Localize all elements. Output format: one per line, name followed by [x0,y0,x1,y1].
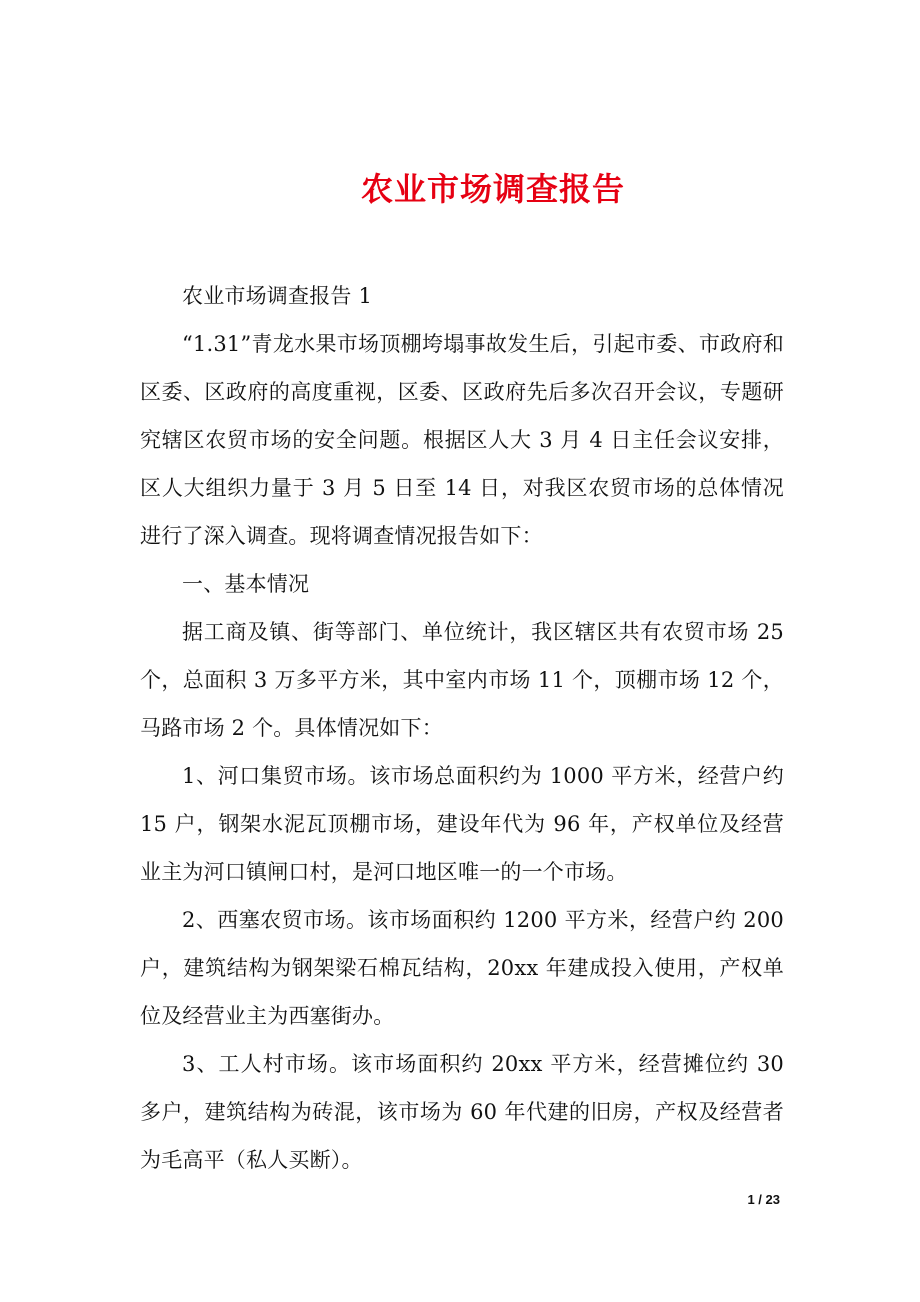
intro-paragraph: “1.31”青龙水果市场顶棚垮塌事故发生后，引起市委、市政府和区委、区政府的高度重视，区委、区政府先后多次召开会议，专题研究辖区农贸市场的安全问题。根据区人大 3 月 4 日主任会议安排，区人大组织力量于 3 月 5 日至 14 日，对我区农贸市场的总体情况进行了深入调查。现将调查情况报告如下： [140,332,784,548]
market-item-hekou: 1、河口集贸市场。该市场总面积约为 1000 平方米，经营户约 15 户，钢架水泥瓦顶棚市场，建设年代为 96 年，产权单位及经营业主为河口镇闸口村，是河口地区唯一的一个市场。 [140,764,784,884]
market-item-gongrencun: 3、工人村市场。该市场面积约 20xx 平方米，经营摊位约 30 多户，建筑结构为砖混，该市场为 60 年代建的旧房，产权及经营者为毛高平（私人买断）。 [140,1052,784,1172]
statistics-paragraph: 据工商及镇、街等部门、单位统计，我区辖区共有农贸市场 25 个，总面积 3 万多平方米，其中室内市场 11 个，顶棚市场 12 个，马路市场 2 个。具体情况如下： [140,620,784,740]
section-heading-basic-situation: 一、基本情况 [182,572,310,596]
page-number: 1 / 23 [747,1192,780,1207]
document-title: 农业市场调查报告 [360,170,625,209]
report-subtitle: 农业市场调查报告 1 [182,284,373,308]
market-item-xisai: 2、西塞农贸市场。该市场面积约 1200 平方米，经营户约 200 户，建筑结构为钢架梁石棉瓦结构，20xx 年建成投入使用，产权单位及经营业主为西塞街办。 [140,908,784,1028]
document-body [140,272,784,1184]
